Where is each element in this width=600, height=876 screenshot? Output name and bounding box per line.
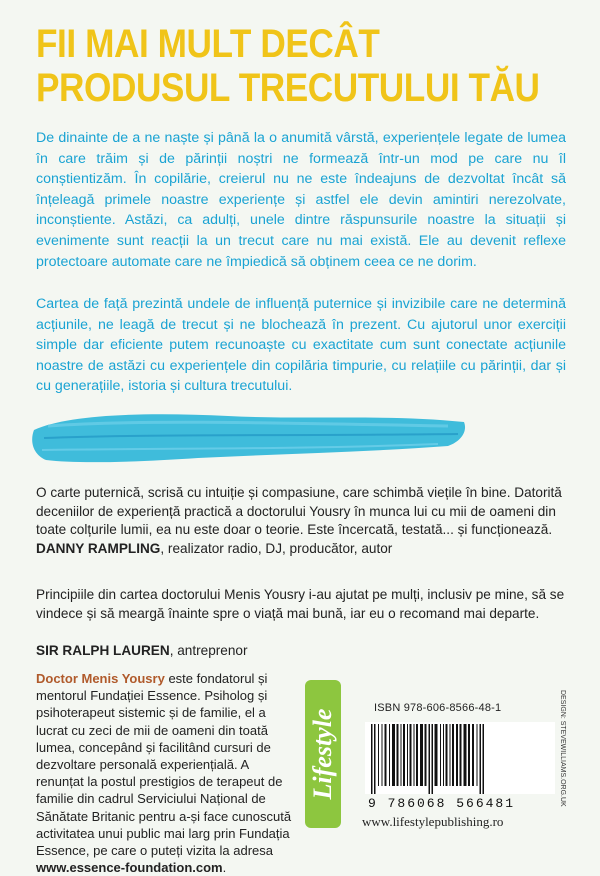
- barcode-bar: [460, 724, 462, 786]
- quote-2-author: SIR RALPH LAUREN: [36, 643, 170, 658]
- quote-2-attribution: [36, 642, 566, 661]
- quote-2-role: , antreprenor: [169, 643, 248, 658]
- barcode-bar: [401, 724, 402, 786]
- quote-1-role: , realizator radio, DJ, producător, autor: [160, 541, 393, 556]
- isbn-label: ISBN 978-606-8566-48-1: [374, 702, 502, 714]
- bio-author-name: Doctor Menis Yousry: [36, 671, 165, 686]
- quote-1-attribution: [36, 540, 566, 559]
- barcode-bar: [425, 724, 427, 786]
- barcode-bar: [420, 724, 423, 786]
- barcode-bar: [429, 724, 431, 794]
- barcode-bar: [432, 724, 434, 794]
- barcode-digits: 9 786068 566481: [368, 796, 516, 811]
- barcode-bar: [385, 724, 387, 786]
- barcode-bar: [480, 724, 482, 794]
- barcode-bar: [443, 724, 444, 786]
- isbn-barcode: [365, 722, 555, 794]
- barcode-bar: [407, 724, 408, 786]
- barcode-bar: [410, 724, 412, 786]
- author-bio: [36, 670, 298, 876]
- barcode-bar: [464, 724, 467, 786]
- barcode-bar: [477, 724, 478, 786]
- barcode-bar: [456, 724, 458, 786]
- blurb-paragraph-2: Cartea de față prezintă undele de influență puternice și invizibile care ne determină acțiunile, ne leagă de trecut și ne blochează în prezent. Cu ajutorul unor exerciții simple dar eficiente putem recunoaște cu exactitate cum sunt conectate acțiunile noastre de astăzi cu experiențele din copilăria timpurie, cu relațiile cu părinții, dar și cu generațiile, istoria și cultura trecutului.: [36, 296, 566, 395]
- barcode-bar: [483, 724, 485, 794]
- bio-text: este fondatorul și mentorul Fundației Essence. Psiholog și psihoterapeut sistemic și de familie, el a lucrat cu zeci de mii de oameni din toată lumea, concepând și facilitând cursuri de dezvoltare personală experiențială. A renunțat la postul prestigios de terapeut de familie din cadrul Serviciului Național de Sănătate Britanic pentru a-și face cunoscută activitatea unui public mai larg prin Fundația Essence, pe care o puteți vizita la adresa: [36, 671, 292, 859]
- lifestyle-publisher-logo: [305, 680, 341, 828]
- title-line-1: FII MAI MULT DECÂT: [36, 22, 380, 66]
- title-line-2: PRODUSUL TRECUTULUI TĂU: [36, 66, 540, 110]
- barcode-bar: [452, 724, 454, 786]
- quote-1-text: O carte puternică, scrisă cu intuiție și compasiune, care schimbă viețile în bine. Datorită deceniilor de experiență practică a doctorului Yousry în munca lui cu mii de oameni din toate colțurile lumii, ea nu este doar o teorie. Este încercată, testată... și funcționează.: [36, 485, 562, 537]
- barcode-bar: [389, 724, 390, 786]
- barcode-bar: [468, 724, 470, 786]
- logo-text: Lifestyle: [308, 708, 337, 800]
- blurb-paragraph-1: De dinainte de a ne naște și până la o anumită vârstă, experiențele legate de lumea în care trăim și de părinții noștri ne formează într-un mod pe care nu îl conștientizăm. În copilărie, creierul nu ne este îndeajuns de dezvoltat încât să înțeleagă primele noastre experiențe și astfel ele devin amintiri nerezolvate, inconștiente. Astăzi, ca adulți, unele dintre răspunsurile noastre la situații și evenimente sunt reacții la un trecut care nu mai există. Ele au devenit reflexe protectoare automate care ne împiedică să obținem ceea ce ne dorim.: [36, 130, 566, 270]
- bio-website-link[interactable]: www.essence-foundation.com: [36, 860, 223, 876]
- barcode-bar: [440, 724, 441, 786]
- brush-stroke-decoration: [28, 408, 468, 468]
- barcode-bar: [450, 724, 451, 786]
- barcode-bar: [392, 724, 395, 786]
- quote-2-text: Principiile din cartea doctorului Menis Yousry i-au ajutat pe mulți, inclusiv pe mine, să se vindece și să meargă înainte spre o viață mai bună, iar eu o recomand mai departe.: [36, 587, 565, 621]
- quote-1-author: DANNY RAMPLING: [36, 541, 161, 556]
- publisher-website[interactable]: www.lifestylepublishing.ro: [362, 814, 504, 829]
- bio-end: .: [222, 860, 227, 876]
- barcode-bar: [403, 724, 405, 786]
- barcode-bar: [416, 724, 418, 786]
- barcode-bar: [374, 724, 376, 794]
- barcode-bar: [446, 724, 448, 786]
- cover-title: [36, 22, 540, 110]
- barcode-bar: [472, 724, 474, 786]
- barcode-bar: [382, 724, 383, 786]
- barcode-bar: [397, 724, 399, 786]
- barcode-bar: [378, 724, 379, 786]
- barcode-bar: [414, 724, 415, 786]
- barcode-bars: [367, 724, 553, 794]
- design-credit: DESIGN: STEVEWILLIAMS.ORG.UK: [559, 690, 566, 807]
- barcode-bar: [371, 724, 373, 794]
- barcode-bar: [435, 724, 438, 786]
